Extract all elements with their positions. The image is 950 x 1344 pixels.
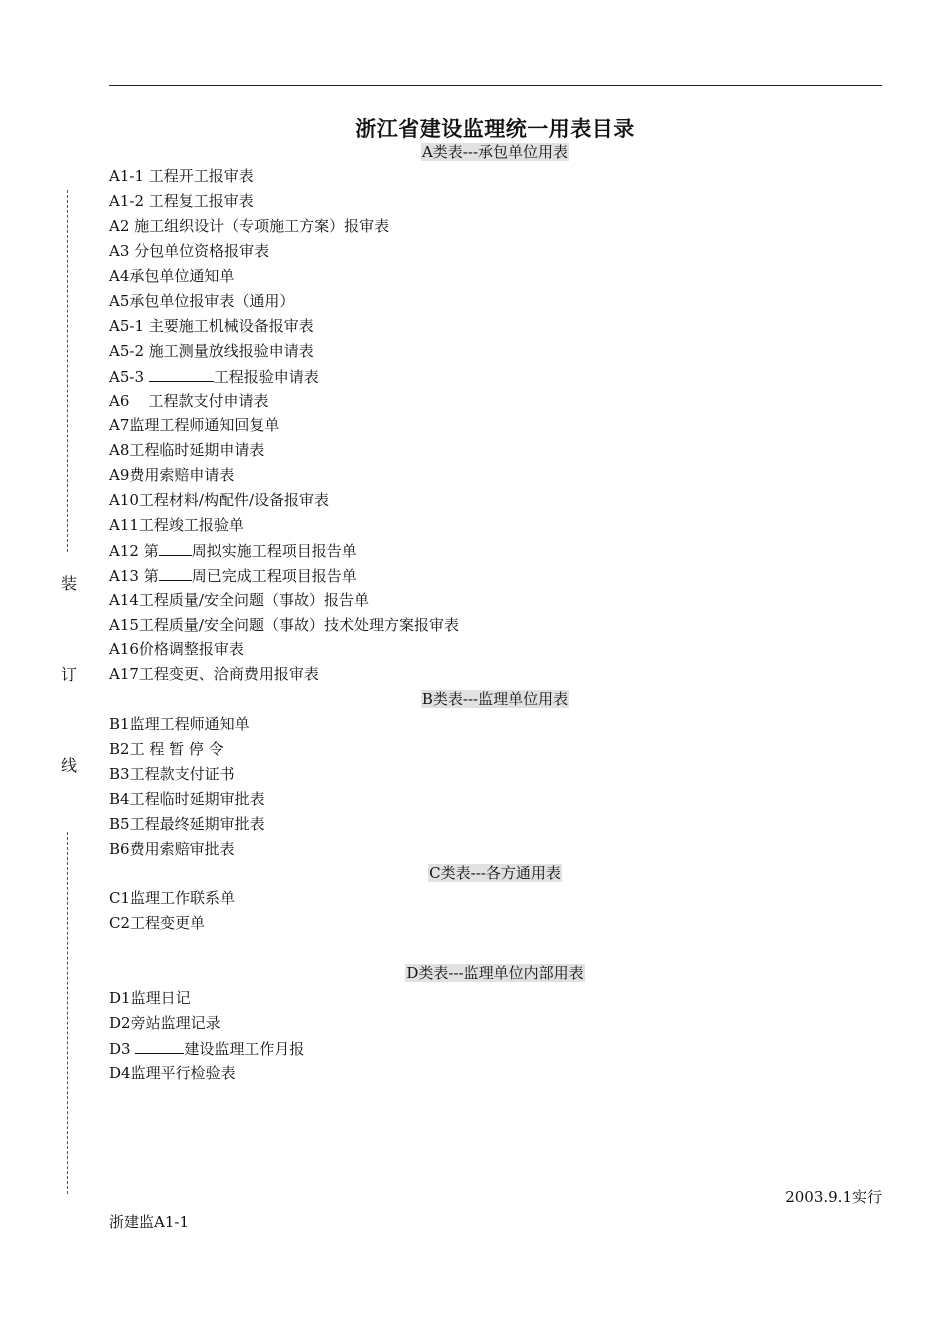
fill-in-blank	[135, 1037, 184, 1054]
form-item-d3	[109, 1037, 304, 1059]
fill-in-blank	[159, 539, 192, 556]
form-item-a16: A16价格调整报审表	[109, 640, 244, 658]
form-item-b5: B5工程最终延期审批表	[109, 815, 265, 833]
form-item-d2: D2旁站监理记录	[109, 1014, 221, 1032]
section-heading-a-text: A类表---承包单位用表	[421, 143, 569, 161]
fill-in-blank	[159, 564, 192, 581]
form-item-a8: A8工程临时延期申请表	[109, 441, 265, 459]
form-item-a11: A11工程竣工报验单	[109, 516, 244, 534]
form-item-a1-2: A1-2 工程复工报审表	[109, 192, 254, 210]
form-item-a6: A6 工程款支付申请表	[109, 392, 269, 410]
form-item-a12-prefix: A12 第	[109, 542, 159, 560]
form-item-a14: A14工程质量/安全问题（事故）报告单	[109, 591, 369, 609]
form-item-c2: C2工程变更单	[109, 914, 206, 932]
binding-char-xian: 线	[61, 756, 78, 775]
form-item-a5-1: A5-1 主要施工机械设备报审表	[109, 317, 314, 335]
binding-char-zhuang: 装	[61, 574, 78, 593]
form-item-a5: A5承包单位报审表（通用）	[109, 292, 295, 310]
form-item-a5-3-prefix: A5-3	[109, 368, 149, 386]
form-item-a2: A2 施工组织设计（专项施工方案）报审表	[109, 217, 390, 235]
form-item-b1: B1监理工程师通知单	[109, 715, 250, 733]
fill-in-blank	[149, 365, 214, 382]
form-item-b4: B4工程临时延期审批表	[109, 790, 265, 808]
form-item-a12	[109, 539, 357, 561]
section-heading-d	[0, 962, 950, 984]
document-title: 浙江省建设监理统一用表目录	[355, 117, 635, 141]
form-item-a4: A4承包单位通知单	[109, 267, 235, 285]
form-item-b2: B2工 程 暂 停 令	[109, 740, 224, 758]
form-code: 浙建监A1-1	[109, 1213, 189, 1231]
section-heading-c-text: C类表---各方通用表	[429, 864, 561, 882]
form-item-a15: A15工程质量/安全问题（事故）技术处理方案报审表	[109, 616, 459, 634]
section-heading-d-text: D类表---监理单位内部用表	[406, 964, 584, 982]
form-item-a13-prefix: A13 第	[109, 567, 159, 585]
form-item-a1-1: A1-1 工程开工报审表	[109, 167, 254, 185]
section-heading-a	[0, 141, 950, 163]
binding-dashed-line-bottom	[67, 832, 68, 1194]
form-item-a5-3	[109, 365, 319, 387]
form-item-a7: A7监理工程师通知回复单	[109, 416, 280, 434]
form-item-a5-2: A5-2 施工测量放线报验申请表	[109, 342, 314, 360]
effective-date: 2003.9.1实行	[785, 1188, 882, 1206]
section-heading-c	[0, 862, 950, 884]
form-item-a5-3-suffix: 工程报验申请表	[213, 368, 319, 386]
header-rule	[109, 85, 882, 86]
section-heading-b-text: B类表---监理单位用表	[421, 690, 569, 708]
form-item-a17: A17工程变更、洽商费用报审表	[109, 665, 319, 683]
form-item-a13	[109, 564, 357, 586]
form-item-b3: B3工程款支付证书	[109, 765, 235, 783]
binding-dashed-line-top	[67, 190, 68, 552]
form-item-a3: A3 分包单位资格报审表	[109, 242, 270, 260]
form-item-a12-suffix: 周拟实施工程项目报告单	[191, 542, 357, 560]
section-heading-b	[0, 688, 950, 710]
binding-char-ding: 订	[61, 665, 78, 684]
form-item-d3-prefix: D3	[109, 1040, 136, 1058]
form-item-a13-suffix: 周已完成工程项目报告单	[191, 567, 357, 585]
form-item-d4: D4监理平行检验表	[109, 1064, 236, 1082]
form-item-d1: D1监理日记	[109, 989, 191, 1007]
form-item-a10: A10工程材料/构配件/设备报审表	[109, 491, 330, 509]
form-item-d3-suffix: 建设监理工作月报	[184, 1040, 305, 1058]
form-item-c1: C1监理工作联系单	[109, 889, 236, 907]
form-item-b6: B6费用索赔审批表	[109, 840, 235, 858]
form-item-a9: A9费用索赔申请表	[109, 466, 235, 484]
